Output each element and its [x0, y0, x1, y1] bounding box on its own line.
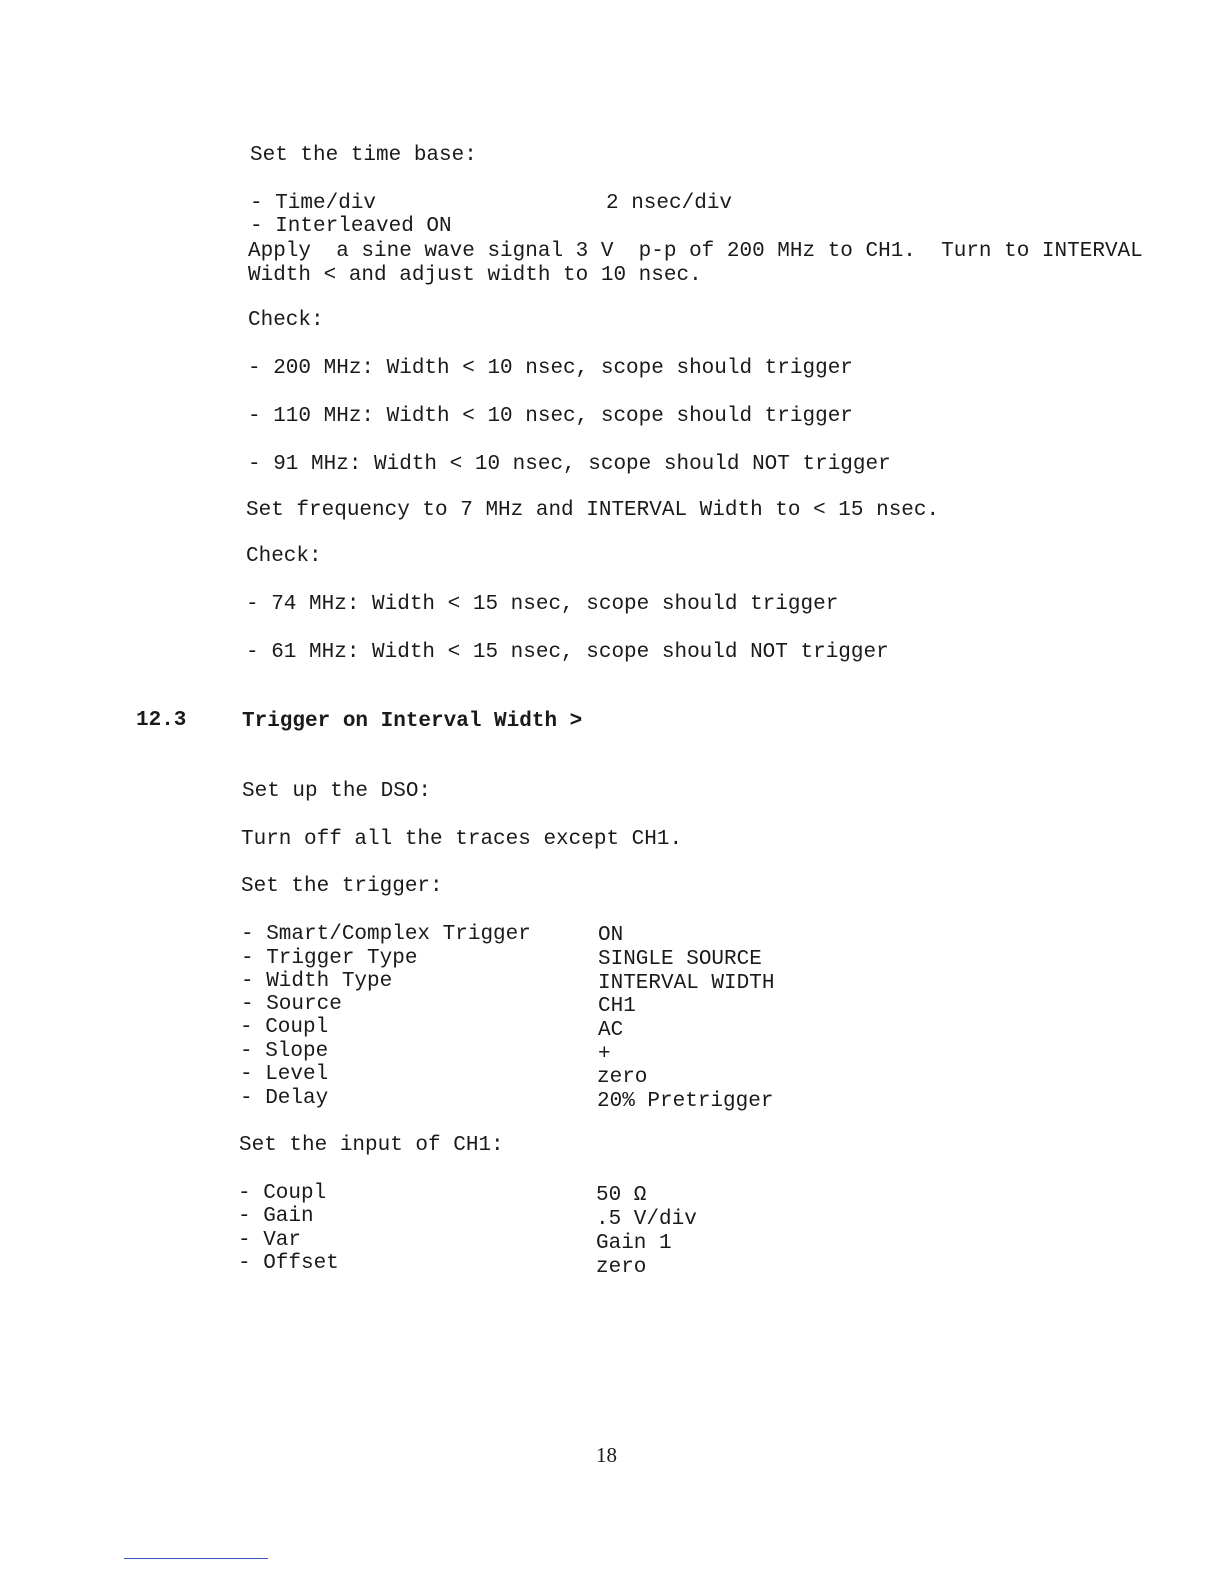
trigger-label: - Source [241, 993, 342, 1016]
input-label: - Var [238, 1229, 302, 1252]
check-item: - 200 MHz: Width < 10 nsec, scope should trigger [248, 357, 853, 380]
time-base-heading: Set the time base: [250, 144, 477, 167]
trigger-label: - Smart/Complex Trigger [241, 923, 531, 946]
set-frequency-line: Set frequency to 7 MHz and INTERVAL Width to < 15 nsec. [246, 499, 940, 522]
setup-heading: Set up the DSO: [242, 780, 432, 803]
trigger-value: zero [597, 1066, 648, 1089]
input-value: Gain 1 [596, 1232, 672, 1255]
check-heading: Check: [246, 545, 322, 568]
input-label: - Offset [238, 1252, 339, 1275]
time-div-value: 2 nsec/div [606, 192, 733, 215]
trigger-value: SINGLE SOURCE [598, 948, 762, 971]
trigger-label: - Width Type [241, 970, 393, 993]
check-item: - 61 MHz: Width < 15 nsec, scope should NOT trigger [246, 641, 889, 664]
input-value: 50 Ω [596, 1184, 647, 1207]
input-label: - Coupl [238, 1182, 327, 1205]
page-number: 18 [596, 1443, 617, 1467]
trigger-value: INTERVAL WIDTH [598, 972, 775, 995]
input-value: zero [596, 1256, 647, 1279]
input-heading: Set the input of CH1: [239, 1134, 504, 1157]
footer-rule [124, 1558, 268, 1559]
trigger-label: - Coupl [240, 1016, 329, 1039]
section-number: 12.3 [136, 709, 187, 732]
turn-off-line: Turn off all the traces except CH1. [241, 828, 683, 851]
trigger-label: - Delay [240, 1087, 329, 1110]
trigger-label: - Trigger Type [241, 947, 418, 970]
trigger-heading: Set the trigger: [241, 875, 443, 898]
input-label: - Gain [238, 1205, 314, 1228]
trigger-value: AC [598, 1019, 624, 1042]
trigger-label: - Slope [240, 1040, 329, 1063]
trigger-value: + [598, 1043, 611, 1066]
apply-line-1: Apply a sine wave signal 3 V p-p of 200 MHz to CH1. Turn to INTERVAL [248, 240, 1143, 263]
time-div-label: - Time/div [250, 192, 377, 215]
trigger-value: ON [598, 924, 624, 947]
check-heading: Check: [248, 309, 324, 332]
check-item: - 110 MHz: Width < 10 nsec, scope should trigger [248, 405, 853, 428]
apply-line-2: Width < and adjust width to 10 nsec. [248, 264, 702, 287]
section-title: Trigger on Interval Width > [242, 710, 583, 733]
trigger-label: - Level [240, 1063, 329, 1086]
trigger-value: 20% Pretrigger [597, 1090, 774, 1113]
check-item: - 74 MHz: Width < 15 nsec, scope should trigger [246, 593, 839, 616]
interleaved-label: - Interleaved ON [250, 215, 452, 238]
check-item: - 91 MHz: Width < 10 nsec, scope should NOT trigger [248, 453, 891, 476]
trigger-value: CH1 [598, 995, 636, 1018]
input-value: .5 V/div [596, 1208, 697, 1231]
